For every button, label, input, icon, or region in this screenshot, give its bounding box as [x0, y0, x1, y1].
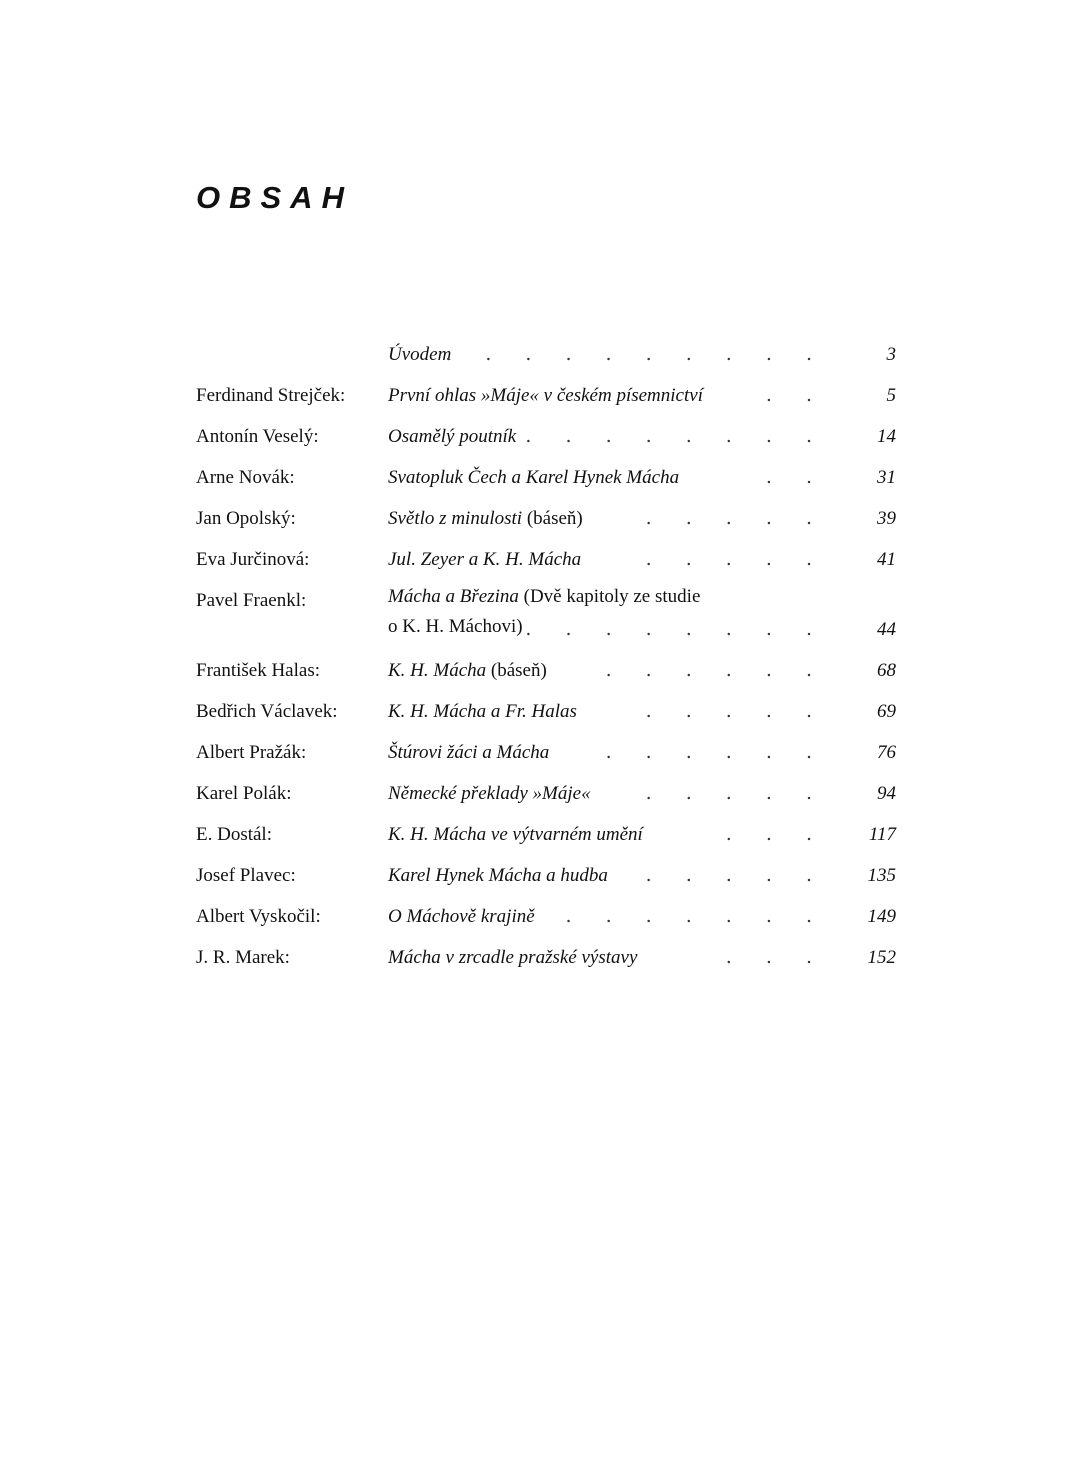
toc-page-number: 5 — [886, 385, 896, 406]
dot-leader: . . — [765, 384, 826, 406]
toc-entry — [196, 334, 896, 375]
toc-page-number: 68 — [877, 660, 896, 681]
toc-entry — [196, 855, 896, 896]
toc-title: Osamělý poutník — [388, 426, 517, 447]
toc-entry — [196, 539, 896, 580]
toc-note: (Dvě kapitoly ze studie — [523, 586, 701, 607]
dot-leader: . . . . . . . . — [525, 425, 826, 447]
toc-author: František Halas: — [196, 660, 321, 681]
toc-author: E. Dostál: — [196, 824, 272, 845]
toc-author: Antonín Veselý: — [196, 426, 319, 447]
dot-leader: . . . . . — [645, 864, 826, 886]
toc-author: J. R. Marek: — [196, 947, 290, 968]
toc-page-number: 14 — [877, 426, 896, 447]
toc-author: Albert Vyskočil: — [196, 906, 321, 927]
toc-entry — [196, 732, 896, 773]
toc-title: Jul. Zeyer a K. H. Mácha — [388, 549, 582, 570]
toc-entry — [196, 814, 896, 855]
toc-page-number: 117 — [868, 824, 896, 845]
toc-title: K. H. Mácha ve výtvarném umění — [388, 824, 643, 845]
toc-entry — [196, 773, 896, 814]
toc-title: Svatopluk Čech a Karel Hynek Mácha — [388, 467, 680, 488]
dot-leader: . . . . . . . — [565, 905, 826, 927]
toc-page-number: 94 — [877, 783, 896, 804]
toc-author: Jan Opolský: — [196, 508, 296, 529]
toc-page-number: 3 — [886, 344, 896, 365]
toc-title: O Máchově krajině — [388, 906, 535, 927]
dot-leader: . . . — [725, 823, 826, 845]
toc-title: Štúrovi žáci a Mácha — [388, 742, 550, 763]
toc-entry — [196, 498, 896, 539]
toc-author: Albert Pražák: — [196, 742, 307, 763]
dot-leader: . . . . . . — [605, 741, 826, 763]
toc-page-number: 69 — [877, 701, 896, 722]
toc-title-continued: o K. H. Máchovi) — [388, 616, 523, 637]
toc-page-number: 44 — [877, 619, 896, 640]
dot-leader: . . — [765, 466, 826, 488]
toc-page-number: 41 — [877, 549, 896, 570]
dot-leader: . . . . . — [645, 782, 826, 804]
toc-page-number: 152 — [867, 947, 896, 968]
toc-title: První ohlas »Máje« v českém písemnictví — [388, 385, 703, 406]
toc-author: Josef Plavec: — [196, 865, 296, 886]
toc-page-number: 31 — [877, 467, 896, 488]
toc-author: Karel Polák: — [196, 783, 292, 804]
toc-entry — [196, 937, 896, 978]
toc-entry — [196, 375, 896, 416]
toc-author: Eva Jurčinová: — [196, 549, 310, 570]
toc-entry — [196, 650, 896, 691]
toc-author: Ferdinand Strejček: — [196, 385, 346, 406]
toc-note: (báseň) — [526, 508, 583, 529]
toc-page-number: 149 — [867, 906, 896, 927]
toc-title: K. H. Mácha a Fr. Halas — [388, 701, 577, 722]
dot-leader: . . . . . — [645, 507, 826, 529]
dot-leader: . . . . . — [645, 548, 826, 570]
dot-leader: . . . . . . . . — [525, 618, 826, 640]
dot-leader: . . . . . . — [605, 659, 826, 681]
table-of-contents — [196, 334, 896, 978]
toc-entry — [196, 580, 896, 650]
dot-leader: . . . . . . . . . . — [445, 343, 826, 365]
toc-entry — [196, 896, 896, 937]
toc-author: Pavel Fraenkl: — [196, 590, 307, 611]
toc-title: Mácha a Březina (Dvě kapitoly ze studie — [388, 586, 701, 607]
dot-leader: . . . . . — [645, 700, 826, 722]
toc-title: Mácha v zrcadle pražské výstavy — [388, 947, 638, 968]
toc-page-number: 135 — [867, 865, 896, 886]
toc-title: Světlo z minulosti (báseň) — [388, 508, 583, 529]
dot-leader: . . . — [725, 946, 826, 968]
toc-entry — [196, 416, 896, 457]
toc-note: (báseň) — [490, 660, 547, 681]
toc-author: Arne Novák: — [196, 467, 295, 488]
toc-title: Německé překlady »Máje« — [388, 783, 591, 804]
toc-page-number: 76 — [877, 742, 896, 763]
toc-title: Karel Hynek Mácha a hudba — [388, 865, 608, 886]
toc-title: Úvodem — [388, 344, 452, 365]
toc-page-number: 39 — [877, 508, 896, 529]
toc-author: Bedřich Václavek: — [196, 701, 338, 722]
page-title: OBSAH — [196, 180, 353, 215]
toc-entry — [196, 457, 896, 498]
toc-title: K. H. Mácha (báseň) — [388, 660, 547, 681]
toc-entry — [196, 691, 896, 732]
